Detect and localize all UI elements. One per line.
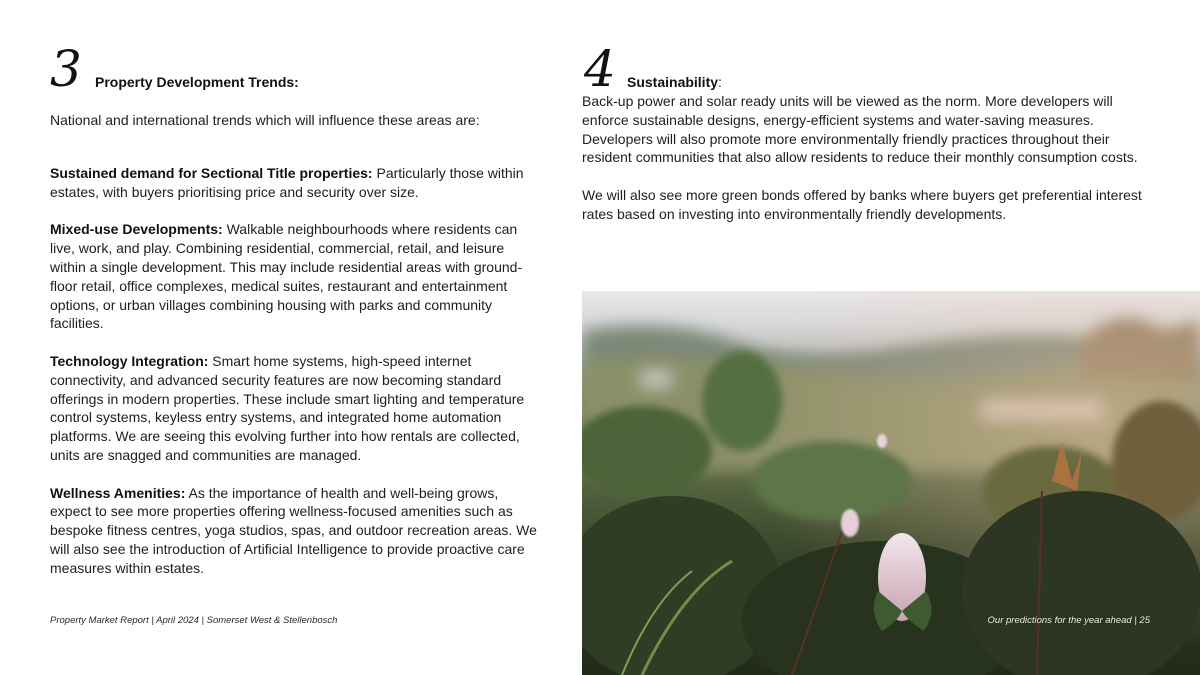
trend-heading: Mixed-use Developments: bbox=[50, 221, 223, 238]
section-number-3: 3 bbox=[50, 40, 82, 98]
trend-item-sectional-title bbox=[50, 164, 540, 202]
sustainability-paragraph: Back-up power and solar ready units will be viewed as the norm. More developers will enforce sustainable designs, energy-efficient systems and water-saving measures. Developers will also promote more environmentally friendly practices throughout their resident communities that also allow residents to reduce their monthly consumption costs. bbox=[582, 93, 1138, 166]
footer-report-info: Property Market Report | April 2024 | Somerset West & Stellenbosch bbox=[50, 615, 338, 626]
trend-item-wellness bbox=[50, 484, 540, 578]
section-number-4: 4 bbox=[584, 40, 616, 98]
trend-heading: Wellness Amenities: bbox=[50, 484, 186, 501]
trend-text: Walkable neighbourhoods where residents can live, work, and play. Combining residential, commercial, retail, and leisure within a single development. This may include residential areas with ground-floor retail, office complexes, medical suites, restaurant and entertainment options, or urban villages combining housing with parks and community facilities. bbox=[50, 221, 523, 332]
sustainability-body bbox=[582, 92, 1162, 242]
section-title-colon: : bbox=[718, 74, 722, 90]
section-title-text: Sustainability bbox=[627, 74, 719, 90]
trend-text: Particularly those within estates, with buyers prioritising price and security over size. bbox=[50, 165, 524, 200]
sustainability-paragraph: We will also see more green bonds offered by banks where buyers get preferential interest rates based on investing into environmentally friendly developments. bbox=[582, 186, 1142, 222]
trend-item-technology bbox=[50, 352, 540, 465]
trend-item-mixed-use bbox=[50, 220, 540, 333]
trend-text: Smart home systems, high-speed internet connectivity, and advanced security features are now becoming standard offerings in modern properties. These include smart lighting and temperature control systems, keyless entry systems, and integrated home automation platforms. We are seeing this evolving further into how rentals are collected, units are snagged and communities are managed. bbox=[50, 352, 525, 463]
footer-page-info: Our predictions for the year ahead | 25 bbox=[987, 615, 1150, 626]
section-intro: National and international trends which will influence these areas are: bbox=[50, 112, 480, 128]
trend-heading: Technology Integration: bbox=[50, 352, 209, 369]
section-title-sustainability bbox=[627, 74, 722, 90]
trends-list bbox=[50, 164, 540, 596]
trend-text: As the importance of health and well-being grows, expect to see more properties offering wellness-focused amenities such as bespoke fitness centres, yoga studios, spas, and outdoor recreation areas. We will also see the introduction of Artificial Intelligence to provide proactive care measures within estates. bbox=[50, 484, 537, 576]
section-title-property-development-trends: Property Development Trends: bbox=[95, 74, 299, 90]
trend-heading: Sustained demand for Sectional Title properties: bbox=[50, 165, 373, 181]
